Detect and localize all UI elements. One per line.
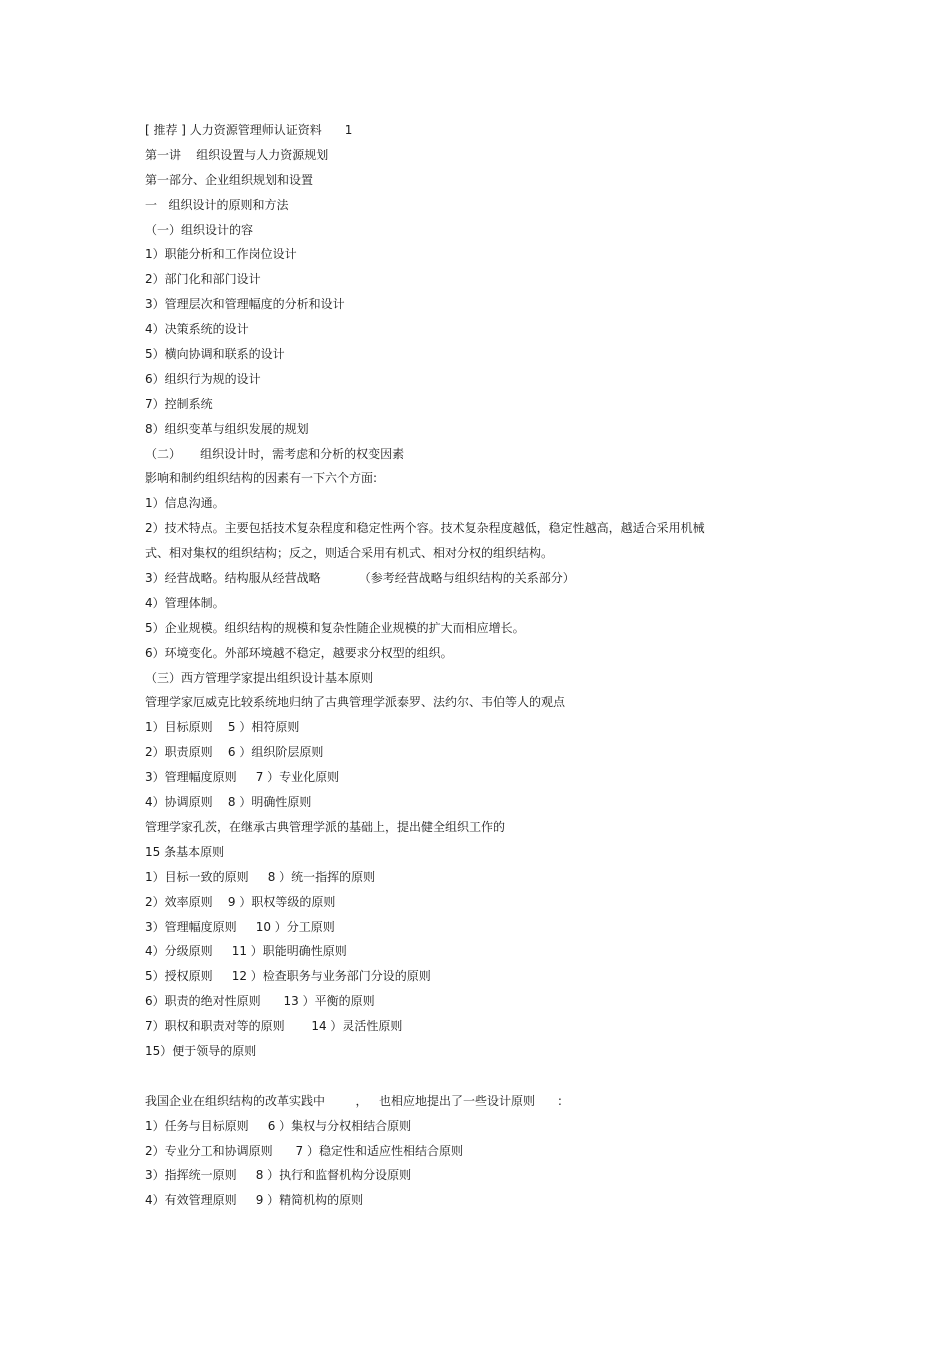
list-item: 2）技术特点。主要包括技术复杂程度和稳定性两个容。技术复杂程度越低，稳定性越高，越适合采用机械 [145,521,705,536]
list-item: 1）目标一致的原则 8 ）统一指挥的原则 [145,869,376,884]
paragraph: 影响和制约组织结构的因素有一下六个方面: [145,471,378,486]
list-item: 4）决策系统的设计 [145,322,249,337]
list-item: 7）职权和职责对等的原则 14 ）灵活性原则 [145,1019,403,1034]
list-item: 4）有效管理原则 9 ）精简机构的原则 [145,1193,364,1208]
list-item: 1）目标原则 5 ）相符原则 [145,720,300,735]
lecture-heading: 第一讲 组织设置与人力资源规划 [145,147,329,162]
list-item: 2）职责原则 6 ）组织阶层原则 [145,745,324,760]
list-item: 1）信息沟通。 [145,496,225,511]
list-item: 3）管理层次和管理幅度的分析和设计 [145,297,345,312]
list-item: 1）职能分析和工作岗位设计 [145,247,297,262]
list-item: 3）管理幅度原则 10 ）分工原则 [145,919,335,934]
paragraph: 管理学家孔茨，在继承古典管理学派的基础上，提出健全组织工作的 [145,819,506,834]
list-item: 2）效率原则 9 ）职权等级的原则 [145,894,336,909]
paragraph: 管理学家厄威克比较系统地归纳了古典管理学派泰罗、法约尔、韦伯等人的观点 [145,695,566,710]
list-item: 5）横向协调和联系的设计 [145,347,285,362]
list-item: 5）企业规模。组织结构的规模和复杂性随企业规模的扩大而相应增长。 [145,620,525,635]
list-item: 3）指挥统一原则 8 ）执行和监督机构分设原则 [145,1168,412,1183]
document-body [145,118,785,1213]
paragraph: 15 条基本原则 [145,844,225,859]
list-item: 6）组织行为规的设计 [145,371,261,386]
paragraph: 我国企业在组织结构的改革实践中 ， 也相应地提出了一些设计原则 : [145,1093,562,1108]
section-heading: 一 组织设计的原则和方法 [145,197,289,212]
list-item: 4）协调原则 8 ）明确性原则 [145,795,312,810]
list-item: 5）授权原则 12 ）检查职务与业务部门分设的原则 [145,969,431,984]
list-item: 3）管理幅度原则 7 ）专业化原则 [145,770,340,785]
list-item: 8）组织变革与组织发展的规划 [145,421,309,436]
list-item: 3）经营战略。结构服从经营战略 （参考经营战略与组织结构的关系部分） [145,571,575,586]
list-item: 4）管理体制。 [145,595,225,610]
list-item: 1）任务与目标原则 6 ）集权与分权相结合原则 [145,1118,412,1133]
document-title: [ 推荐 ] 人力资源管理师认证资料 1 [145,123,353,137]
subsection-heading: （二） 组织设计时，需考虑和分析的权变因素 [145,446,405,461]
list-item: 4）分级原则 11 ）职能明确性原则 [145,944,347,959]
blank-line [145,1064,785,1089]
list-item: 6）职责的绝对性原则 13 ）平衡的原则 [145,994,375,1009]
list-item: 15）便于领导的原则 [145,1043,257,1058]
list-item: 6）环境变化。外部环境越不稳定，越要求分权型的组织。 [145,645,453,660]
list-item: 7）控制系统 [145,396,213,411]
list-item: 2）专业分工和协调原则 7 ）稳定性和适应性相结合原则 [145,1143,463,1158]
part-heading: 第一部分、企业组织规划和设置 [145,172,314,187]
subsection-heading: （一）组织设计的容 [145,222,254,237]
list-item-continuation: 式、相对集权的组织结构；反之，则适合采用有机式、相对分权的组织结构。 [145,546,554,561]
subsection-heading: （三）西方管理学家提出组织设计基本原则 [145,670,374,685]
list-item: 2）部门化和部门设计 [145,272,261,287]
